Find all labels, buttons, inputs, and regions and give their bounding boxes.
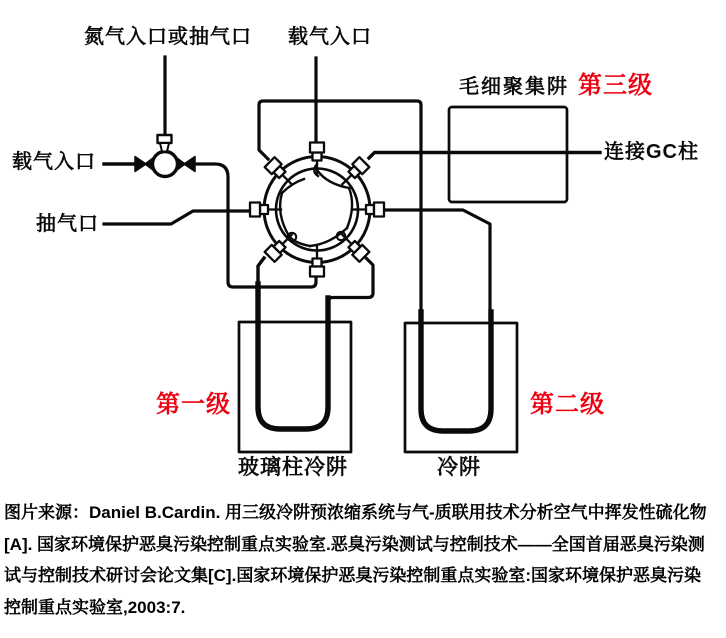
pump-port-label: 抽气口 (36, 213, 99, 235)
carrier-inlet-left-label: 载气入口 (12, 151, 96, 173)
citation-line-4: 控制重点实验室,2003:7. (4, 597, 186, 617)
right-port-line (386, 210, 490, 318)
gc-line (369, 153, 600, 159)
citation-line-3: 试与控制技术研讨会论文集[C].国家环境保护恶臭污染控制重点实验室:国家环境保护恶臭污染 (4, 566, 701, 585)
capillary-trap-label: 毛细聚集阱 (459, 76, 569, 98)
trap2-u-tube (421, 312, 491, 431)
se-staircase-line (328, 258, 373, 320)
stage3-label: 第三级 (578, 72, 653, 99)
citation-block (4, 497, 722, 623)
carrier-inlet-top-label: 载气入口 (288, 26, 372, 48)
trap1-u-tube (258, 284, 328, 429)
rotary-valve (250, 143, 384, 277)
three-way-valve-top-neck (160, 143, 169, 152)
citation-line-1: 图片来源：Daniel B.Cardin. 用三级冷阱预浓缩系统与气-质联用技术分析空气中挥发性硫化物 (4, 503, 707, 522)
three-way-valve-top-cap (158, 135, 172, 143)
stage3-box (449, 107, 567, 202)
gc-column-label: 连接GC柱 (604, 141, 699, 163)
citation-line-2: [A]. 国家环境保护恶臭污染控制重点实验室.恶臭污染测试与控制技术——全国首届恶臭污染测 (4, 534, 705, 554)
three-way-valve (104, 57, 195, 177)
stage2-label: 第二级 (530, 391, 605, 418)
glass-column-trap-label: 玻璃柱冷阱 (238, 456, 348, 479)
cold-trap-label: 冷阱 (437, 456, 481, 479)
stage1-label: 第一级 (156, 391, 231, 418)
nitrogen-inlet-label: 氮气入口或抽气口 (84, 26, 252, 48)
three-way-valve-body (153, 152, 178, 177)
